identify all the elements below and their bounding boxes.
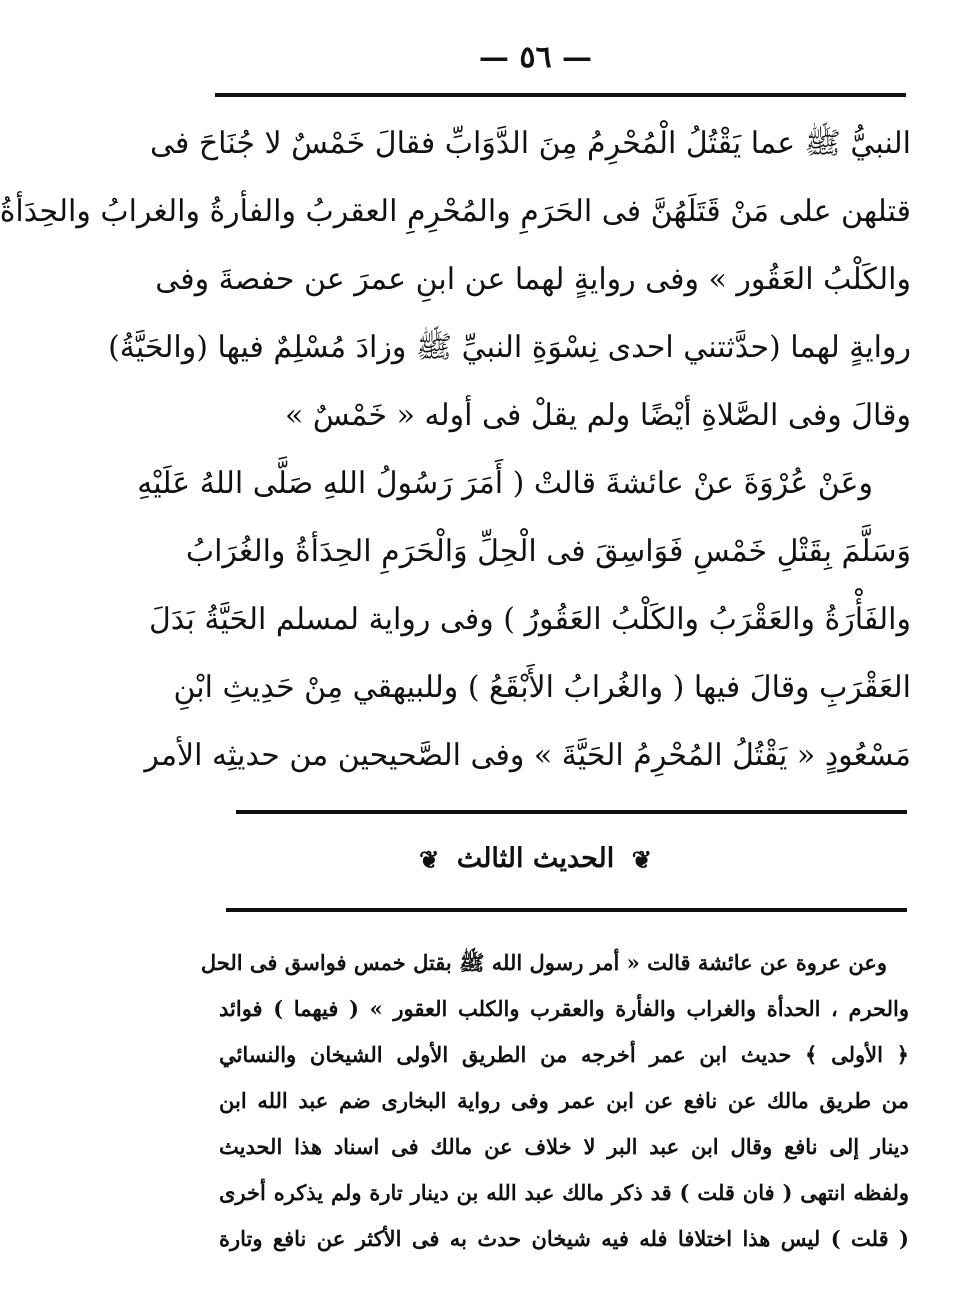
commentary-line: ( قلت ) ليس هذا اختلافا فله فيه شيخان حدث به فى الأكثر عن نافع وتارة xyxy=(219,1226,909,1251)
text-line: وَسَلَّمَ بِقَتْلِ خَمْسِ فَوَاسِقَ فى الْحِلِّ وَالْحَرَمِ الحِدَأةُ والغُرَابُ xyxy=(185,534,911,569)
commentary-line: من طريق مالك عن نافع عن ابن عمر وفى رواية البخارى ضم عبد الله ابن xyxy=(219,1088,909,1113)
top-rule xyxy=(215,93,906,97)
text-line: وعَنْ عُرْوَةَ عنْ عائشةَ قالتْ ( أَمَرَ رَسُولُ اللهِ صَلَّى اللهُ عَلَيْهِ xyxy=(137,466,873,501)
commentary-line: دينار إلى نافع وقال ابن عبد البر لا خلاف عن مالك فى اسناد هذا الحديث xyxy=(219,1134,909,1159)
text-line: والكَلْبُ العَقُور » وفى روايةٍ لهما عن ابنِ عمرَ عن حفصةَ وفى xyxy=(155,262,911,297)
hadith-text-block xyxy=(0,110,911,790)
commentary-block xyxy=(200,940,909,1262)
lower-rule xyxy=(226,908,907,912)
text-line: روايةٍ لهما (حدَّثتني احدى نِسْوَةِ النبيِّ ﷺ وزادَ مُسْلِمٌ فيها (والحَيَّةُ) xyxy=(108,330,911,365)
section-heading xyxy=(93,835,978,884)
text-line: قتلهن على مَنْ قَتَلَهُنَّ فى الحَرَمِ والمُحْرِمِ العقربُ والفأرةُ والغرابُ والحِدَأةُ xyxy=(0,194,911,229)
text-line: مَسْعُودٍ « يَقْتُلُ المُحْرِمُ الحَيَّةَ » وفى الصَّحيحين من حديثِه الأمر xyxy=(144,738,911,773)
commentary-line: والحرم ، الحدأة والغراب والفأرة والعقرب والكلب العقور » ( فيهما ) فوائد xyxy=(219,996,909,1021)
text-line: النبيُّ ﷺ عما يَقْتُلُ الْمُحْرِمُ مِنَ الدَّوَابِّ فقالَ خَمْسٌ لا جُنَاحَ فى xyxy=(149,126,911,161)
commentary-line: ﴿ الأولى ﴾ حديث ابن عمر أخرجه من الطريق الأولى الشيخان والنسائي xyxy=(219,1042,909,1067)
commentary-line: ولفظه انتهى ( فان قلت ) قد ذكر مالك عبد الله بن دينار تارة ولم يذكره أخرى xyxy=(219,1180,909,1205)
text-line: والفَأْرَةُ والعَقْرَبُ والكَلْبُ العَقُورُ ) وفى رواية لمسلم الحَيَّةُ بَدَلَ xyxy=(148,602,911,637)
text-line: العَقْرَبِ وقالَ فيها ( والغُرابُ الأَبْقَعُ ) وللبيهقي مِنْ حَدِيثِ ابْنِ xyxy=(173,670,911,705)
section-heading-title: الحديث الثالث xyxy=(456,843,615,874)
ornament-right-icon: ❦ xyxy=(631,844,652,874)
text-line: وقالَ وفى الصَّلاةِ أيْضًا ولم يقلْ فى أوله « خَمْسٌ » xyxy=(285,398,911,433)
page-number: — ٥٦ — xyxy=(478,40,593,75)
middle-rule xyxy=(236,810,907,814)
commentary-line: وعن عروة عن عائشة قالت « أمر رسول الله ﷺ بقتل خمس فواسق فى الحل xyxy=(200,950,887,975)
ornament-left-icon: ❦ xyxy=(419,844,440,874)
